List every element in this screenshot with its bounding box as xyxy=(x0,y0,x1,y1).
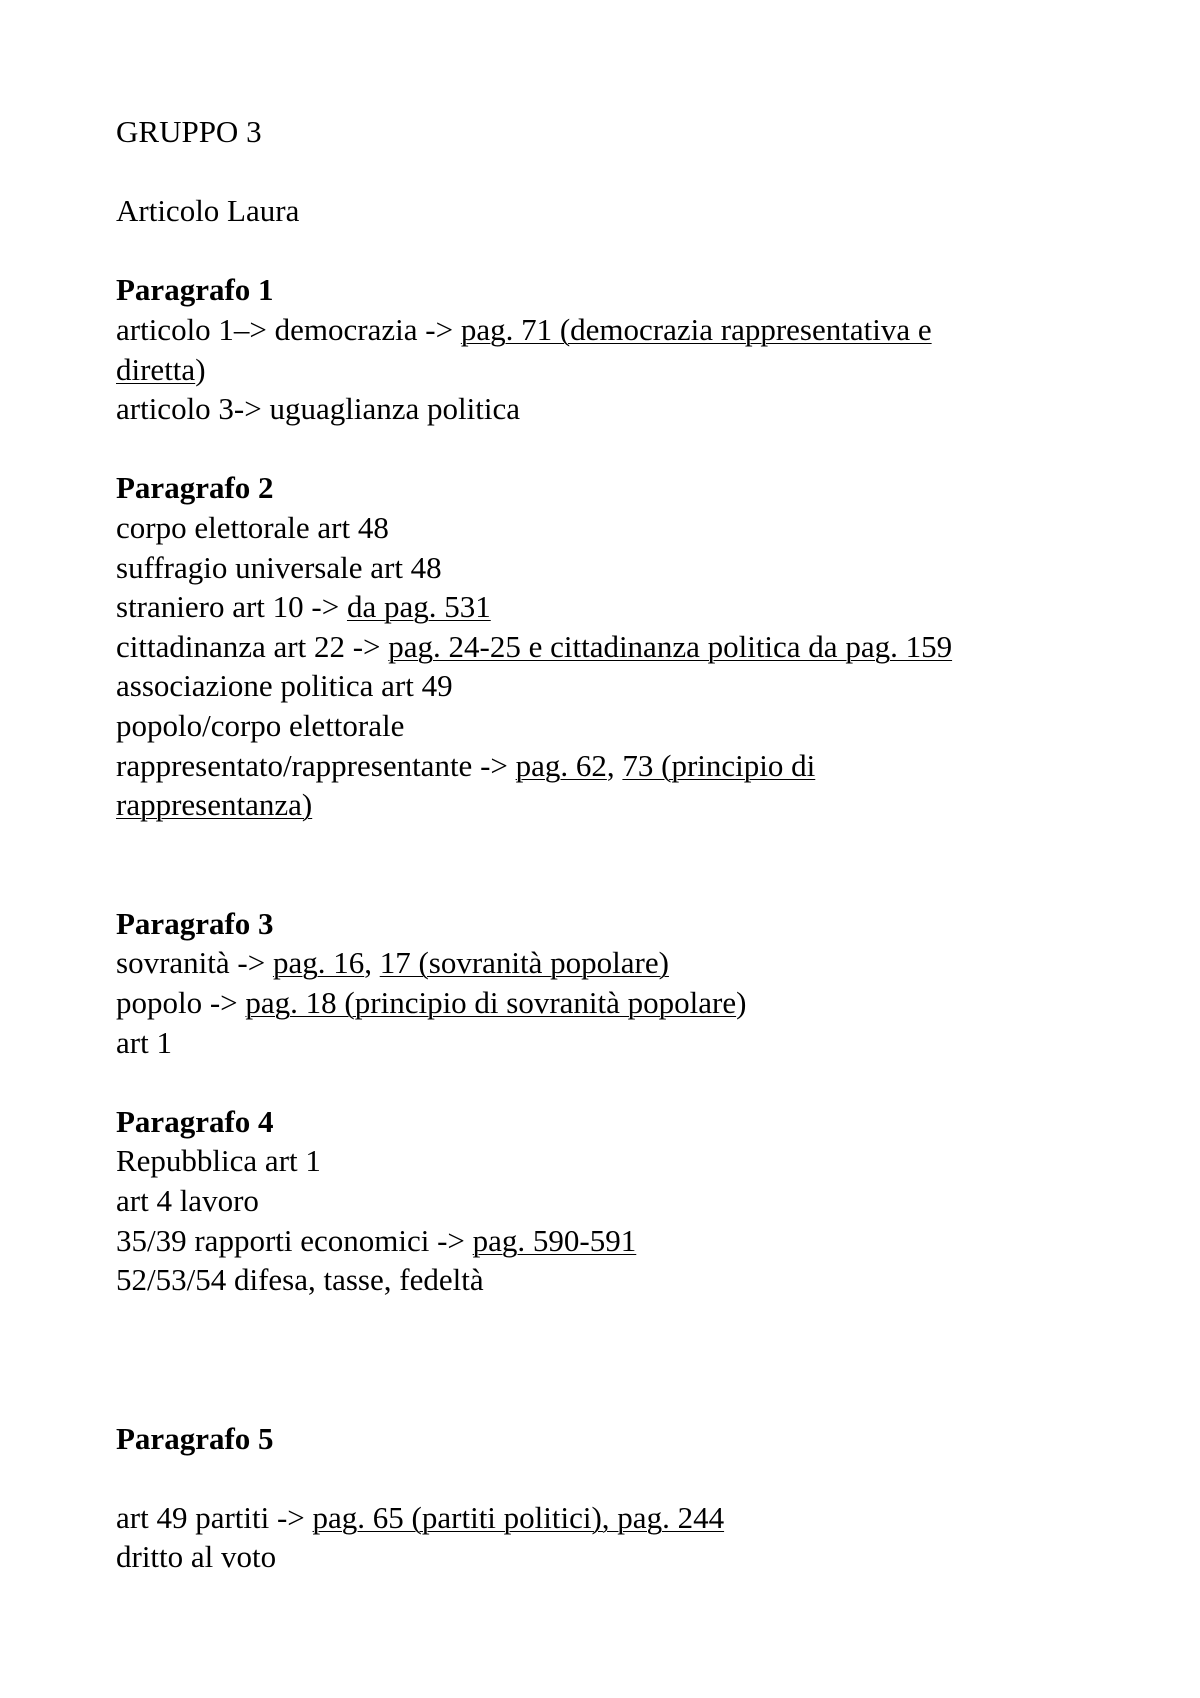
text-line: dritto al voto xyxy=(116,1539,277,1575)
text-line: art 1 xyxy=(116,1024,172,1060)
spacer xyxy=(116,825,1116,904)
text-line: Repubblica art 1 xyxy=(116,1143,321,1179)
document-page xyxy=(116,112,1116,1577)
section-heading-5: Paragrafo 5 xyxy=(116,1420,274,1456)
page-reference: pag. 16 xyxy=(272,945,365,981)
page-reference: pag. 62 xyxy=(515,747,607,783)
text-segment: ) xyxy=(195,351,206,387)
page-reference: pag. 65 (partiti politici), pag. 244 xyxy=(312,1499,725,1535)
text-segment: , xyxy=(364,945,380,981)
text-segment: sovranità -> xyxy=(116,945,273,981)
text-line xyxy=(116,1498,1116,1538)
spacer xyxy=(116,1062,1116,1102)
text-segment: straniero art 10 -> xyxy=(116,589,347,625)
section-heading-4: Paragrafo 4 xyxy=(116,1103,274,1139)
text-line xyxy=(116,943,1116,983)
page-reference: pag. 24-25 e cittadinanza politica da pag. 159 xyxy=(388,628,953,664)
text-segment: articolo 1–> democrazia -> xyxy=(116,311,461,347)
text-segment: rappresentato/rappresentante -> xyxy=(116,747,516,783)
text-line xyxy=(116,746,1116,786)
text-line xyxy=(116,350,1116,390)
text-line: 52/53/54 difesa, tasse, fedeltà xyxy=(116,1262,484,1298)
text-line xyxy=(116,627,1116,667)
spacer xyxy=(116,429,1116,469)
text-line: art 4 lavoro xyxy=(116,1183,259,1219)
text-line: articolo 3-> uguaglianza politica xyxy=(116,391,520,427)
section-heading-2: Paragrafo 2 xyxy=(116,470,274,506)
text-segment: 35/39 rapporti economici -> xyxy=(116,1222,473,1258)
spacer xyxy=(116,152,1116,192)
text-segment: art 49 partiti -> xyxy=(116,1499,313,1535)
page-reference: pag. 590-591 xyxy=(472,1222,637,1258)
text-segment: popolo -> xyxy=(116,985,246,1021)
spacer xyxy=(116,231,1116,271)
text-line: associazione politica art 49 xyxy=(116,668,453,704)
page-reference: pag. 18 (principio di sovranità popolare xyxy=(245,985,737,1021)
text-segment: ) xyxy=(736,985,747,1021)
page-reference: da pag. 531 xyxy=(346,589,491,625)
text-line xyxy=(116,785,1116,825)
text-line xyxy=(116,983,1116,1023)
section-heading-1: Paragrafo 1 xyxy=(116,272,274,308)
text-line: corpo elettorale art 48 xyxy=(116,509,389,545)
text-line: suffragio universale art 48 xyxy=(116,549,442,585)
text-line: popolo/corpo elettorale xyxy=(116,707,405,743)
text-line xyxy=(116,587,1116,627)
page-reference: diretta xyxy=(116,351,196,387)
spacer xyxy=(116,1458,1116,1498)
text-segment: cittadinanza art 22 -> xyxy=(116,628,389,664)
page-reference: rappresentanza) xyxy=(116,787,313,823)
text-segment: , xyxy=(606,747,623,783)
section-heading-3: Paragrafo 3 xyxy=(116,905,274,941)
document-subtitle: Articolo Laura xyxy=(116,193,300,229)
page-reference: 73 (principio di xyxy=(622,747,816,783)
page-reference: 17 (sovranità popolare) xyxy=(379,945,669,981)
text-line xyxy=(116,310,1116,350)
document-title: GRUPPO 3 xyxy=(116,114,262,149)
page-reference: pag. 71 (democrazia rappresentativa e xyxy=(460,311,932,347)
text-line xyxy=(116,1221,1116,1261)
spacer xyxy=(116,1300,1116,1419)
